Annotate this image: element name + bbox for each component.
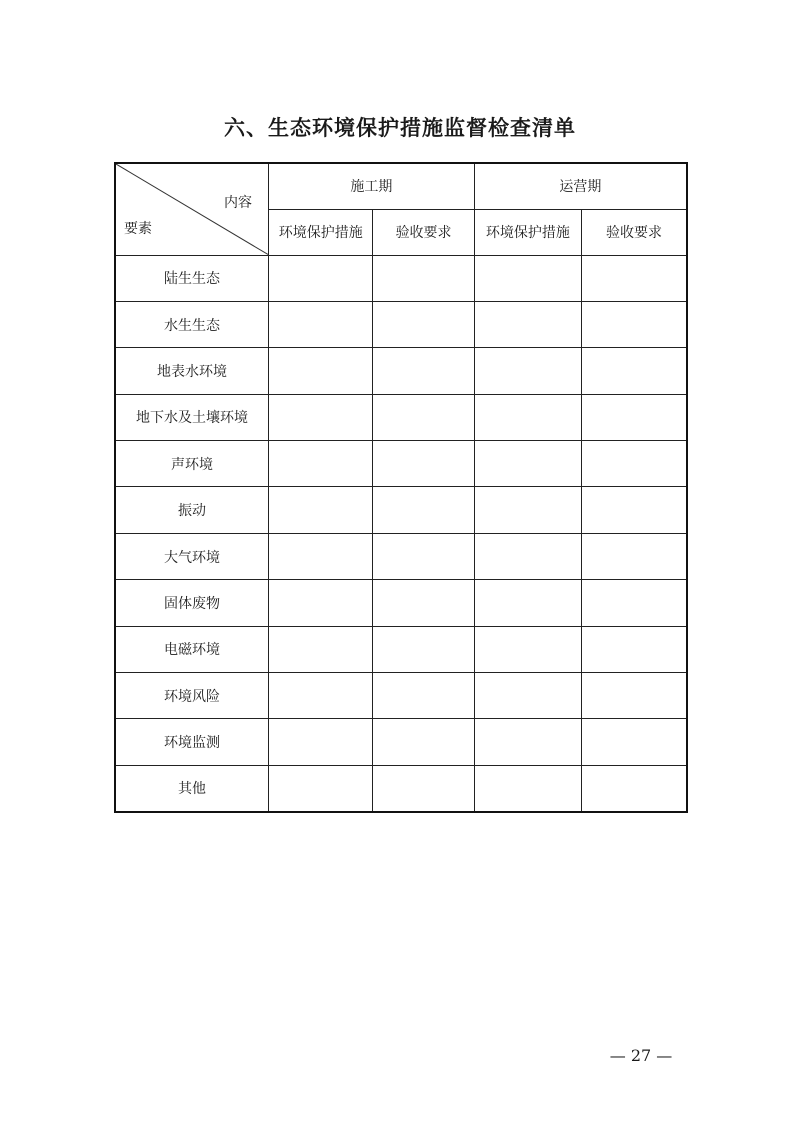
empty-cell[interactable]: [582, 626, 687, 672]
empty-cell[interactable]: [373, 626, 474, 672]
header-content-label: 内容: [224, 195, 253, 211]
table-row: [115, 765, 687, 811]
empty-cell[interactable]: [373, 765, 474, 811]
empty-cell[interactable]: [269, 487, 373, 533]
empty-cell[interactable]: [269, 765, 373, 811]
table-row: [115, 255, 687, 301]
empty-cell[interactable]: [373, 394, 474, 440]
empty-cell[interactable]: [474, 487, 581, 533]
empty-cell[interactable]: [269, 673, 373, 719]
row-label: 环境风险: [115, 673, 269, 719]
header-element-label: 要素: [124, 221, 152, 237]
empty-cell[interactable]: [373, 441, 474, 487]
table-row: [115, 301, 687, 347]
empty-cell[interactable]: [269, 719, 373, 765]
empty-cell[interactable]: [269, 441, 373, 487]
empty-cell[interactable]: [474, 626, 581, 672]
diagonal-header-cell: [115, 163, 269, 255]
empty-cell[interactable]: [269, 348, 373, 394]
empty-cell[interactable]: [373, 487, 474, 533]
group-operation-header: 运营期: [474, 163, 687, 209]
empty-cell[interactable]: [582, 301, 687, 347]
empty-cell[interactable]: [474, 580, 581, 626]
table-row: [115, 673, 687, 719]
empty-cell[interactable]: [373, 348, 474, 394]
empty-cell[interactable]: [474, 673, 581, 719]
empty-cell[interactable]: [269, 626, 373, 672]
table-row: [115, 580, 687, 626]
empty-cell[interactable]: [474, 765, 581, 811]
empty-cell[interactable]: [373, 580, 474, 626]
row-label: 水生生态: [115, 301, 269, 347]
empty-cell[interactable]: [582, 533, 687, 579]
subheader-construction-measures: 环境保护措施: [269, 209, 373, 255]
header-row-1: [115, 163, 687, 209]
subheader-construction-acceptance: 验收要求: [373, 209, 474, 255]
empty-cell[interactable]: [373, 301, 474, 347]
empty-cell[interactable]: [474, 255, 581, 301]
row-label: 陆生生态: [115, 255, 269, 301]
empty-cell[interactable]: [582, 673, 687, 719]
empty-cell[interactable]: [269, 255, 373, 301]
empty-cell[interactable]: [474, 301, 581, 347]
row-label: 电磁环境: [115, 626, 269, 672]
row-label: 振动: [115, 487, 269, 533]
group-construction-header: 施工期: [269, 163, 475, 209]
table-row: [115, 719, 687, 765]
empty-cell[interactable]: [582, 441, 687, 487]
empty-cell[interactable]: [582, 719, 687, 765]
page-number: — 27 —: [609, 1046, 673, 1065]
empty-cell[interactable]: [269, 301, 373, 347]
empty-cell[interactable]: [373, 255, 474, 301]
table-row: [115, 348, 687, 394]
empty-cell[interactable]: [269, 580, 373, 626]
empty-cell[interactable]: [582, 580, 687, 626]
empty-cell[interactable]: [373, 533, 474, 579]
empty-cell[interactable]: [474, 533, 581, 579]
table-row: [115, 626, 687, 672]
empty-cell[interactable]: [582, 394, 687, 440]
row-label: 环境监测: [115, 719, 269, 765]
row-label: 声环境: [115, 441, 269, 487]
page-title: 六、生态环境保护措施监督检查清单: [224, 116, 576, 140]
empty-cell[interactable]: [582, 765, 687, 811]
table-row: [115, 533, 687, 579]
empty-cell[interactable]: [474, 394, 581, 440]
empty-cell[interactable]: [373, 719, 474, 765]
row-label: 地表水环境: [115, 348, 269, 394]
table-row: [115, 441, 687, 487]
row-label: 大气环境: [115, 533, 269, 579]
row-label: 固体废物: [115, 580, 269, 626]
empty-cell[interactable]: [373, 673, 474, 719]
empty-cell[interactable]: [582, 255, 687, 301]
row-label: 地下水及土壤环境: [115, 394, 269, 440]
empty-cell[interactable]: [269, 394, 373, 440]
row-label: 其他: [115, 765, 269, 811]
empty-cell[interactable]: [582, 348, 687, 394]
empty-cell[interactable]: [269, 533, 373, 579]
table-row: [115, 487, 687, 533]
table-row: [115, 394, 687, 440]
subheader-operation-measures: 环境保护措施: [474, 209, 581, 255]
empty-cell[interactable]: [582, 487, 687, 533]
empty-cell[interactable]: [474, 441, 581, 487]
subheader-operation-acceptance: 验收要求: [582, 209, 687, 255]
empty-cell[interactable]: [474, 719, 581, 765]
empty-cell[interactable]: [474, 348, 581, 394]
checklist-table: [114, 162, 688, 813]
